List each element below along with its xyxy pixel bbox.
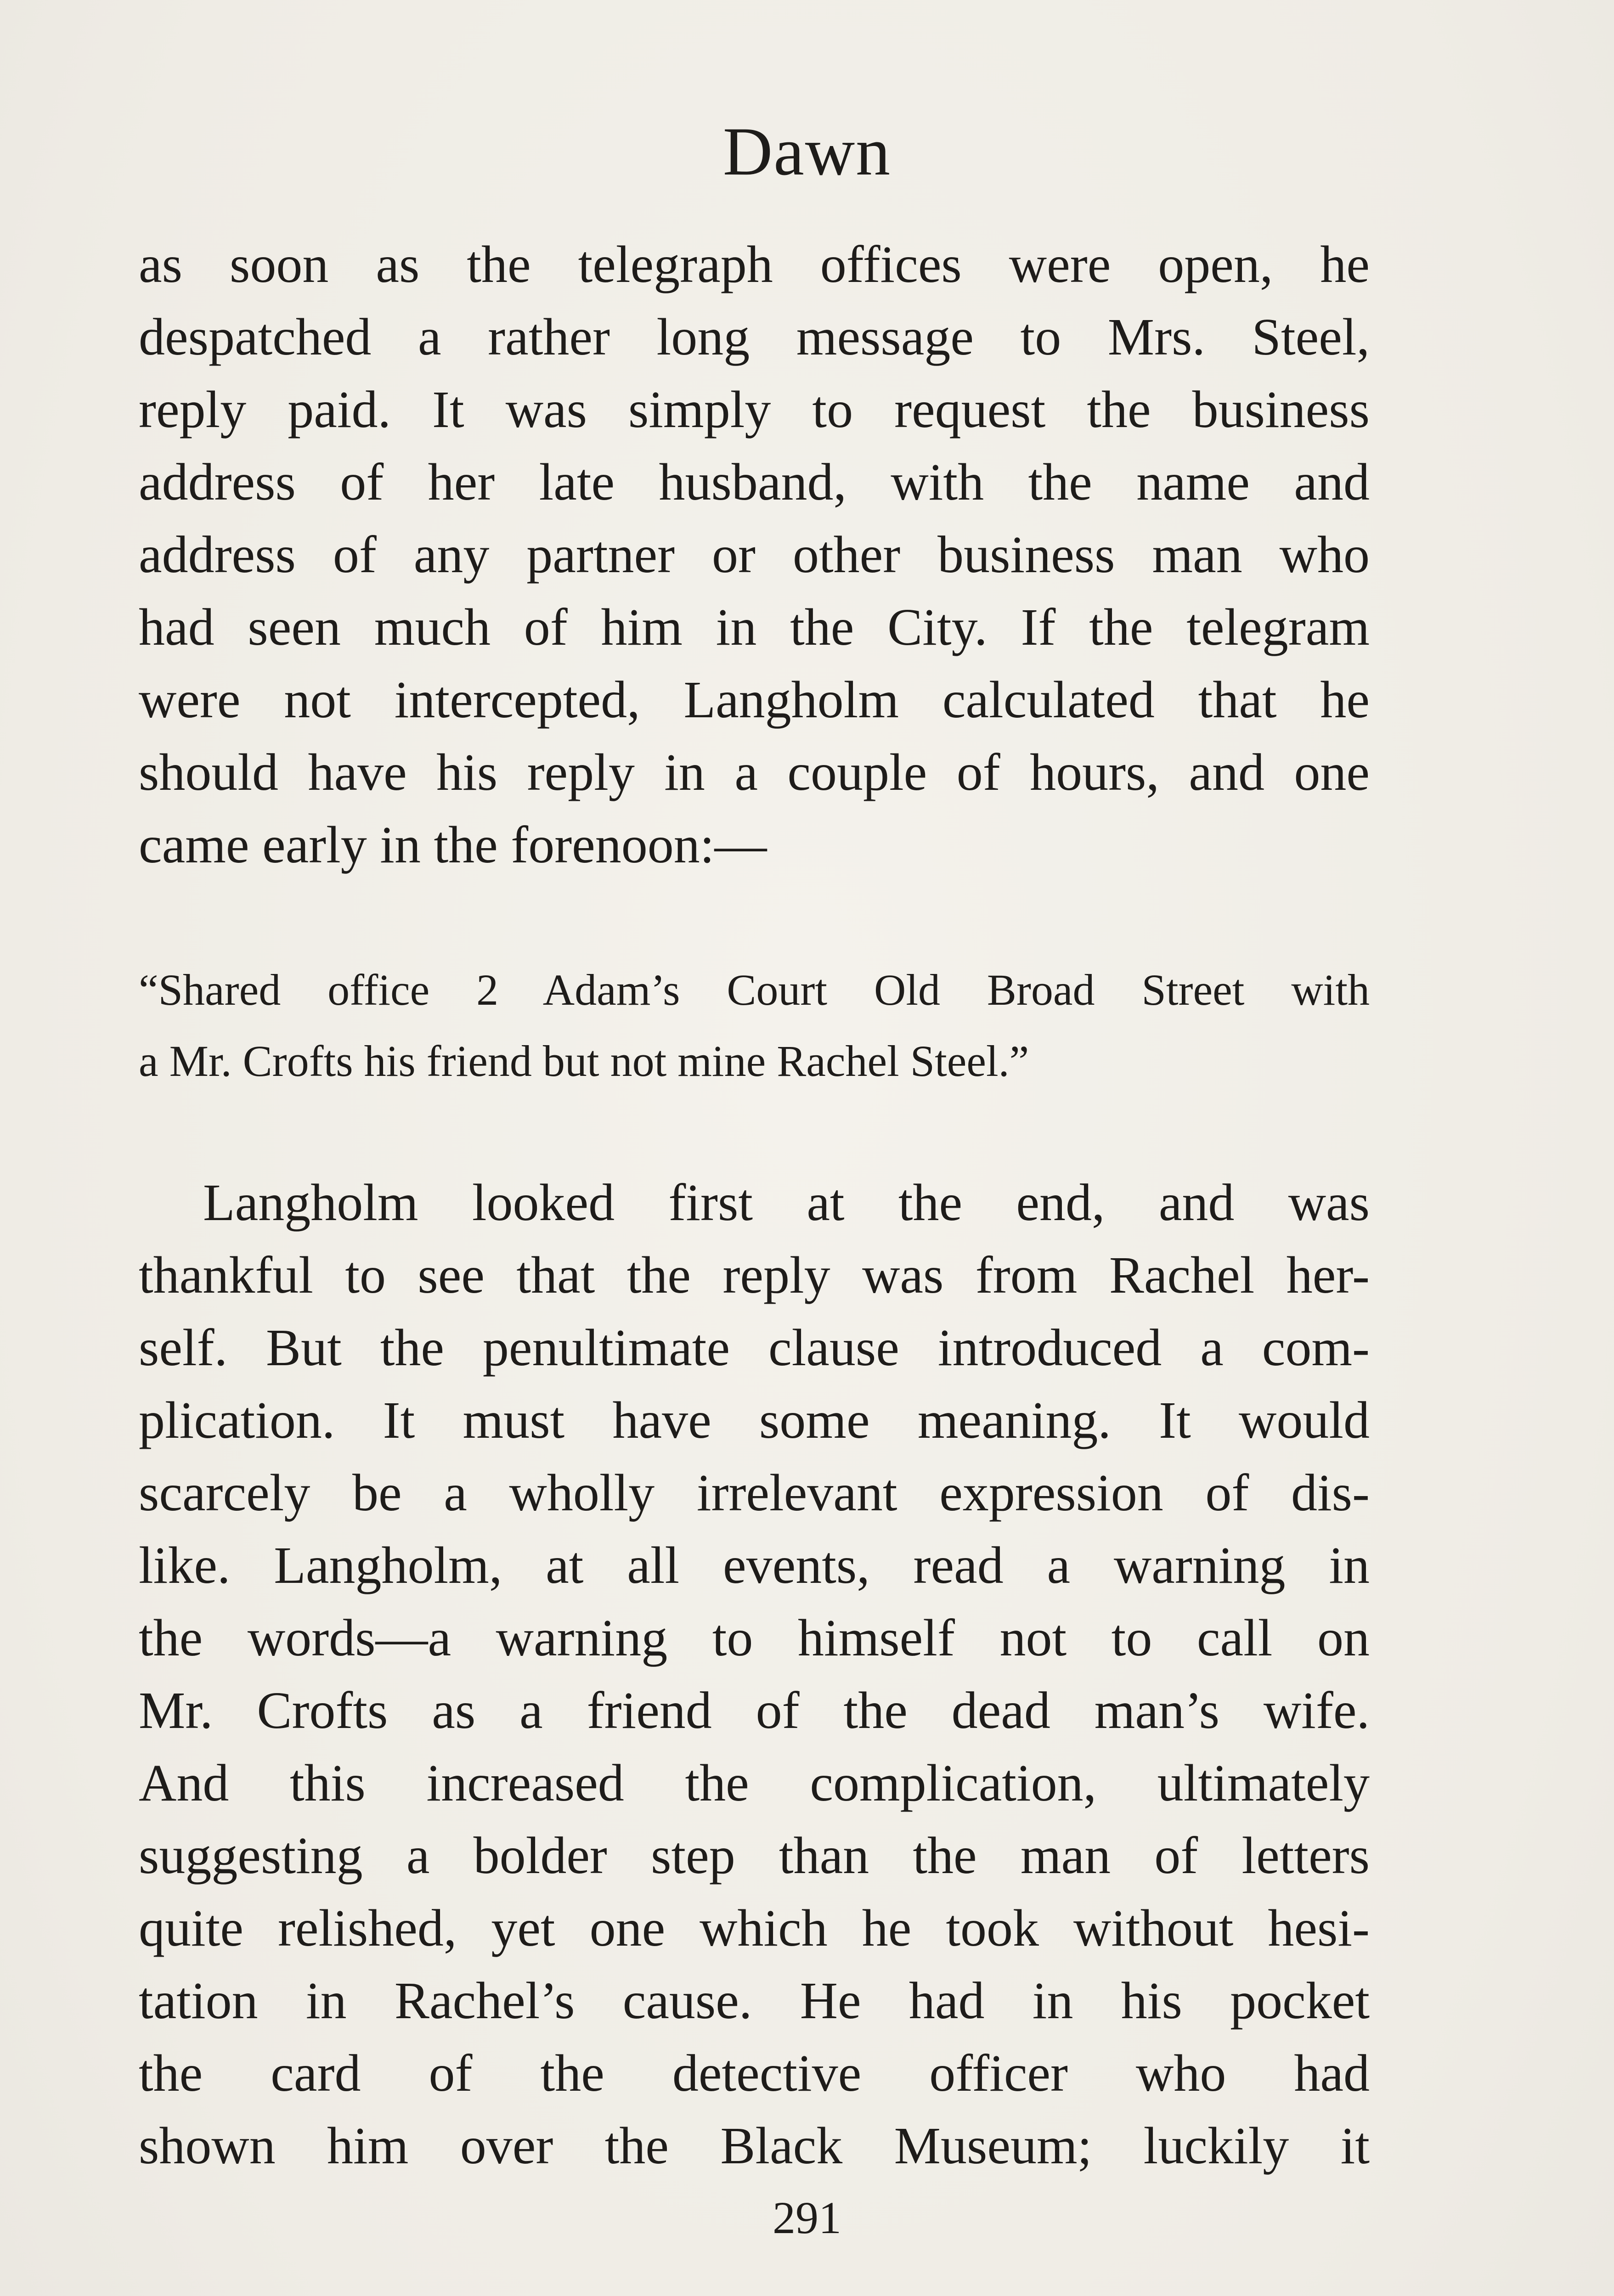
text-line: suggesting a bolder step than the man of letters xyxy=(139,1826,1370,1885)
text-line: had seen much of him in the City. If the telegram xyxy=(139,598,1370,656)
text-line: Langholm looked first at the end, and was xyxy=(203,1173,1370,1232)
text-line: tation in Rachel’s cause. He had in his pocket xyxy=(139,1971,1370,2030)
text-line: address of any partner or other business man who xyxy=(139,525,1370,584)
text-line: plication. It must have some meaning. It would xyxy=(139,1391,1370,1449)
text-line: address of her late husband, with the name and xyxy=(139,453,1370,511)
text-line: came early in the forenoon:— xyxy=(139,816,767,874)
paragraph-2 xyxy=(139,1166,1370,2182)
text-line: quite relished, yet one which he took without hesi- xyxy=(139,1899,1370,1957)
text-line: scarcely be a wholly irrelevant expression of dis- xyxy=(139,1463,1370,1522)
text-line: the words—a warning to himself not to call on xyxy=(139,1609,1370,1667)
text-line: self. But the penultimate clause introduced a com- xyxy=(139,1318,1370,1377)
text-line: as soon as the telegraph offices were open, he xyxy=(139,235,1370,293)
text-line: like. Langholm, at all events, read a warning in xyxy=(139,1536,1370,1594)
text-line: the card of the detective officer who had xyxy=(139,2044,1370,2102)
text-line: Mr. Crofts as a friend of the dead man’s wife. xyxy=(139,1681,1370,1739)
text-line: And this increased the complication, ultimately xyxy=(139,1754,1370,1812)
text-line: shown him over the Black Museum; luckily it xyxy=(139,2116,1370,2175)
quote-line: a Mr. Crofts his friend but not mine Rachel Steel.” xyxy=(139,1036,1029,1086)
text-line: thankful to see that the reply was from Rachel her- xyxy=(139,1246,1370,1304)
text-line: were not intercepted, Langholm calculated that he xyxy=(139,670,1370,729)
paragraph-1 xyxy=(139,228,1370,881)
text-line: reply paid. It was simply to request the business xyxy=(139,380,1370,439)
running-head: Dawn xyxy=(722,113,892,190)
telegram-quote xyxy=(139,954,1370,1097)
page-number: 291 xyxy=(773,2192,841,2243)
quote-line: “Shared office 2 Adam’s Court Old Broad Street with xyxy=(139,965,1370,1014)
text-line: despatched a rather long message to Mrs. Steel, xyxy=(139,308,1370,366)
text-line: should have his reply in a couple of hours, and one xyxy=(139,743,1370,801)
